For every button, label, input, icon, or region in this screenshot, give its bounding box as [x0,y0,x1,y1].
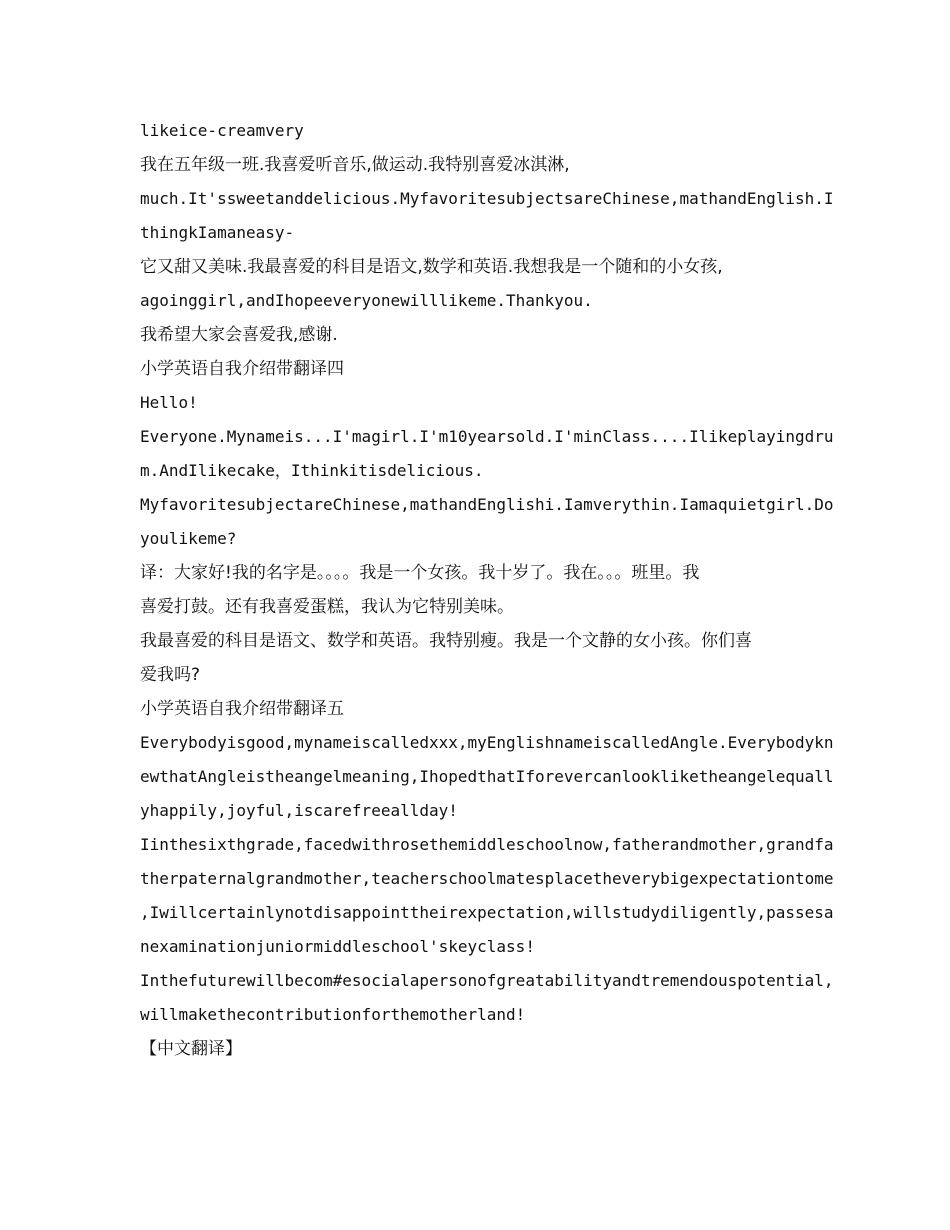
text-line: Everybodyisgood,mynameiscalledxxx,myEnglishnameiscalledAngle.Everybodykn [140,733,834,752]
text-line: 喜爱打鼓。还有我喜爱蛋糕，我认为它特别美味。 [140,597,514,617]
text-line: much.It'ssweetanddelicious.MyfavoritesubjectsareChinese,mathandEnglish.I [140,189,834,208]
text-line: ewthatAngleistheangelmeaning,IhopedthatIforevercanlookliketheangelequall [140,767,834,786]
text-line: 我在五年级一班.我喜爱听音乐,做运动.我特别喜爱冰淇淋, [140,155,570,175]
text-line: Inthefuturewillbecom#esocialapersonofgreatabilityandtremendouspotential, [140,971,834,990]
text-line: 我最喜爱的科目是语文、数学和英语。我特别瘦。我是一个文静的女小孩。你们喜 [140,631,752,651]
section-heading: 小学英语自我介绍带翻译五 [140,699,344,719]
text-line: 它又甜又美味.我最喜爱的科目是语文,数学和英语.我想我是一个随和的小女孩, [140,257,723,277]
text-line: Hello! [140,393,198,412]
text-line: youlikeme? [140,529,237,548]
text-line: 译：大家好!我的名字是。。。。我是一个女孩。我十岁了。我在。。。班里。我 [140,563,700,583]
section-heading: 小学英语自我介绍带翻译四 [140,359,344,379]
text-line: nexaminationjuniormiddleschool'skeyclass! [140,937,535,956]
text-line: 我希望大家会喜爱我,感谢. [140,325,338,345]
text-line: Everyone.Mynameis...I'magirl.I'm10yearsold.I'minClass....Ilikeplayingdru [140,427,834,446]
text-line: thingkIamaneasy- [140,223,295,242]
text-line: agoinggirl,andIhopeeveryonewilllikeme.Thankyou. [140,291,593,310]
text-line: 爱我吗? [140,665,201,685]
text-line: yhappily,joyful,iscarefreeallday! [140,801,458,820]
text-line: therpaternalgrandmother,teacherschoolmatesplacetheverybigexpectationtome [140,869,834,888]
text-line: willmakethecontributionforthemotherland! [140,1005,526,1024]
text-line: Iinthesixthgrade,facedwithrosethemiddleschoolnow,fatherandmother,grandfa [140,835,834,854]
text-line: m.AndIlikecake，Ithinkitisdelicious. [140,461,484,480]
text-line: ,Iwillcertainlynotdisappointtheirexpectation,willstudydiligently,passesa [140,903,834,922]
section-heading: 【中文翻译】 [140,1039,242,1059]
text-line: likeice-creamvery [140,121,304,140]
document-body [140,114,834,1066]
text-line: MyfavoritesubjectareChinese,mathandEnglishi.Iamverythin.Iamaquietgirl.Do [140,495,834,514]
